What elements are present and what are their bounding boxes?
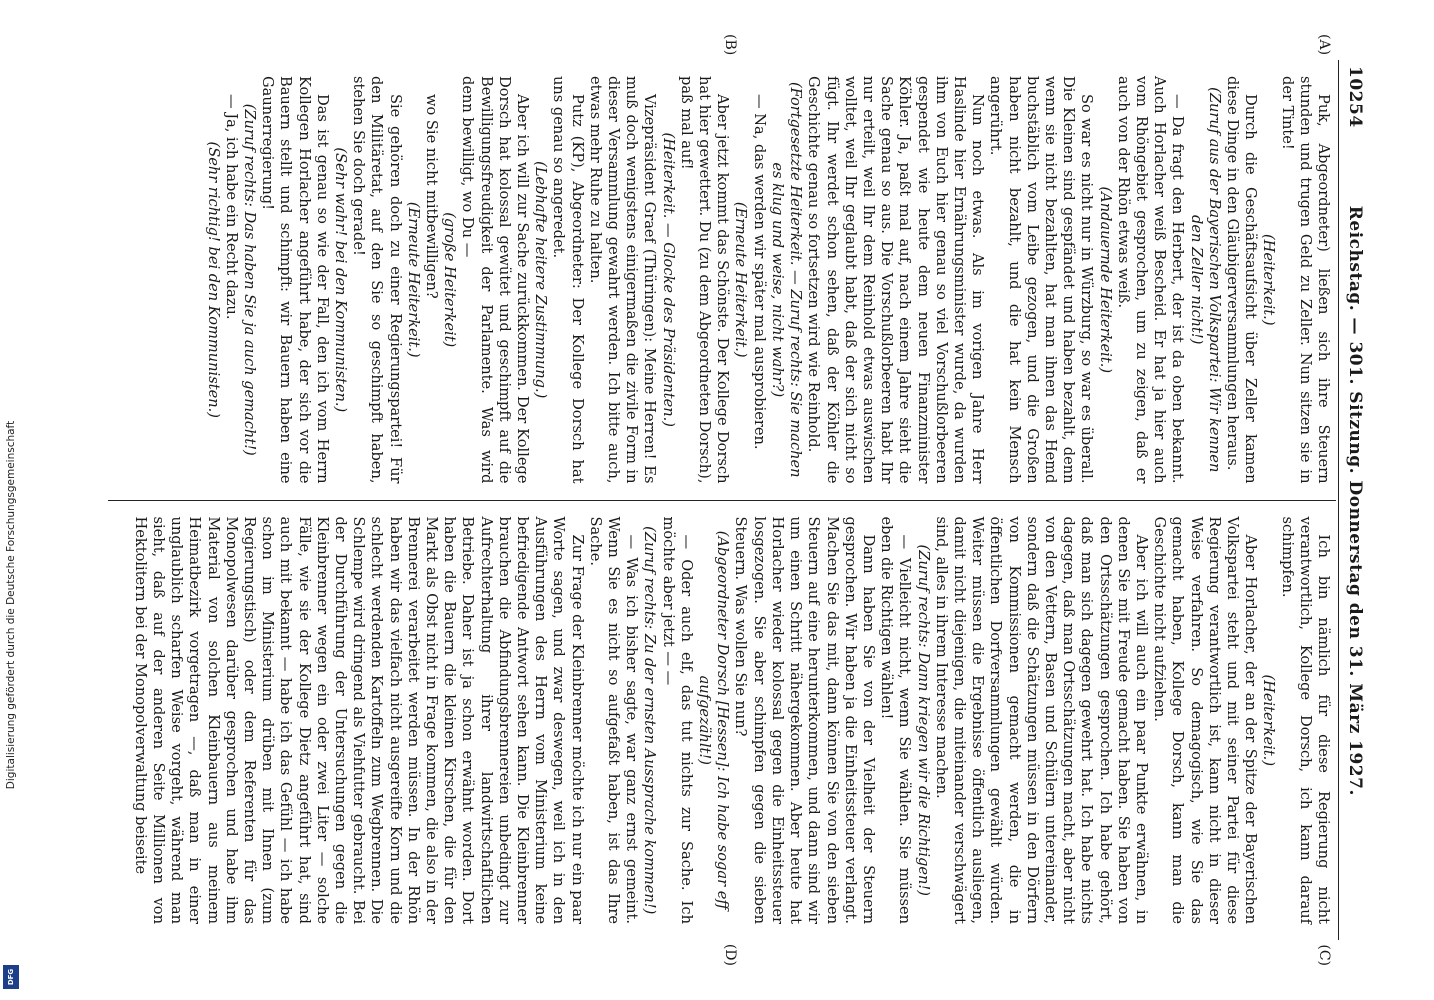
left-column-paragraph: (Zuruf rechts: Das haben Sie ja auch gemacht!) xyxy=(241,103,259,456)
right-column-paragraph: — Oder auch elf, das tut nichts zur Sache. Ich möchte aber jetzt — — xyxy=(659,516,695,924)
left-column-paragraph: Nun noch etwas. Als im vorigen Jahre Herr Haslinde hier Ernährungsminister wurde, da wurden ihm von Euch hier genau so viel Vorschußlorbeeren gespendet wie heute dem neuen Finanzminister Köhler. Ja, paßt mal auf, nach einem Jahre sieht die Sache genau so aus. Die Vorschußlorbeeren habt Ihr nur erteilt, weil Ihr dem Reinhold etwas auswischen wolltet, weil Ihr geglaubt habt, daß der sich nicht so fügt. Ihr werdet schon sehen, daß der Köhler die Geschichte genau so fortsetzen wird wie Reinhold. xyxy=(805,76,987,484)
left-column-paragraph: Putz (KP), Abgeordneter: Der Kollege Dorsch hat uns genau so angeredet. xyxy=(550,76,586,484)
right-column-paragraph: Aber Horlacher, der an der Spitze der Bayerischen Volkspartei steht und mit seiner Partei für diese Regierung verantwortlich ist, kann nicht in dieser Weise verfahren. So demagogisch, wie Sie das gemacht haben, Kollege Dorsch, kann man die Geschichte nicht aufziehen. xyxy=(1151,516,1260,924)
left-column-paragraph: (Erneute Heiterkeit.) xyxy=(732,201,750,358)
right-column-paragraph: (Zuruf rechts: Dann kriegen wir die Richtigen!) xyxy=(914,544,932,896)
left-column xyxy=(108,60,1338,500)
left-column-paragraph: (Heiterkeit. — Glocke des Präsidenten.) xyxy=(659,132,677,427)
left-column-paragraph: (Lebhafte heitere Zustimmung.) xyxy=(532,161,550,399)
left-column-paragraph: Puk, Abgeordneter) ließen sich ihre Steuern stunden und trugen Geld zu Zeller. Nun sitzen sie in der Tinte! xyxy=(1278,76,1332,484)
left-column-paragraph: Sie gehören doch zu einer Regierungspartei! Für den Militäretat, auf den Sie so geschimpft haben, stehen Sie doch gerade! xyxy=(350,76,404,484)
left-column-paragraph: — Da fragt den Herbert, der ist da oben bekannt. Auch Horlacher weiß Bescheid. Er hat ja hier auch vom Rhöngebiet gesprochen, um zu zeigen, daß er auch von der Rhön etwas weiß. xyxy=(1114,76,1187,484)
left-column-paragraph: Aber ich will zur Sache zurückkommen. Der Kollege Dorsch hat kolossal gewütet und geschimpft auf die Bewilligungsfreudigkeit der Parlamente. Was wird denn bewilligt, wo Du — xyxy=(459,76,532,484)
left-column-paragraph: wo Sie nicht mitbewilligen? xyxy=(423,94,441,299)
right-column-paragraph: (Heiterkeit.) xyxy=(1260,674,1278,767)
margin-marker-a: (A) xyxy=(1316,34,1332,56)
right-column xyxy=(108,501,1338,941)
left-column-paragraph: (Fortgesetzte Heiterkeit. — Zuruf rechts: Sie machen es klug und weise, nicht wahr?) xyxy=(768,81,805,478)
dfg-logo xyxy=(3,965,19,989)
left-column-paragraph: — Na, das werden wir später mal ausprobieren. xyxy=(750,94,768,450)
right-column-paragraph: Dann haben Sie von der Vielheit der Steuern gesprochen. Wir haben ja die Einheitssteuer verlangt. Machen Sie das mit, dann können Sie von den sieben Steuern auf eine herunterkommen, und dann sind wir um einen Schritt nähergekommen. Aber heute hat Horlacher wieder kolossal gegen die Einheitssteuer losgezogen. Sie aber schimpfen gegen die sieben Steuern. Was wollen Sie nun? xyxy=(732,516,877,924)
right-column-paragraph: Zur Frage der Kleinbrenner möchte ich nur ein paar Worte sagen, und zwar deswegen, weil ich in den Ausführungen des Herrn vom Ministerium keine befriedigende Antwort sehen kann. Die Kleinbrenner brauchen die Abfindungsbrennereien unbedingt zur Aufrechterhaltung ihrer landwirtschaftlichen Betriebe. Daher ist ja schon erwähnt worden. Dort haben die Bauern die kleinen Kirschen, die für den Markt als Obst nicht in Frage kommen, die also in der Brennerei verarbeitet werden müssen. In der Rhön haben wir das vielfach nicht ausgereifte Korn und die schlecht werdenden Kartoffeln zum Wegbrennen. Die Schlempe wird dringend als Viehfutter gebraucht. Bei der Durchführung der Untersuchungen gegen die Kleinbrenner wegen ein oder zwei Liter — solche Fälle, wie sie der Kollege Dietz angeführt hat, sind auch mit bekannt — habe ich das Gefühl — ich habe schon im Ministerium drüben mit Ihnen (zum Regierungstisch) oder dem Referenten für das Monopolwesen darüber gesprochen und habe ihm Material von solchen Kleinbauern aus meinem Heimatbezirk vorgetragen —, daß man in einer unglaublich scharfen Weise vorgeht, während man sieht, daß auf der anderen Seite Millionen von Hektolitern bei der Monopolverwaltung beiseite xyxy=(131,516,586,924)
right-column-paragraph: (Zuruf rechts: Zu der ernsten Aussprache kommen!) xyxy=(641,526,659,915)
header-title: Reichstag. — 301. Sitzung. Donnerstag den 31. März 1927. xyxy=(1345,205,1365,796)
right-column-paragraph: (Abgeordneter Dorsch [Hessen]: Ich habe sogar eff aufgezählt!) xyxy=(696,530,732,910)
digitization-credit: Digitalisierung gefördert durch die Deutsche Forschungsgemeinschaft xyxy=(5,420,17,790)
margin-marker-c: (C) xyxy=(1316,944,1332,966)
left-column-paragraph: (Sehr richtig! bei den Kommunisten.) xyxy=(204,141,222,418)
left-column-paragraph: (Sehr wahr! bei den Kommunisten.) xyxy=(332,147,350,413)
margin-marker-d: (D) xyxy=(722,943,738,966)
page-number: 10254 xyxy=(1345,66,1365,128)
right-column-paragraph: — Vielleicht nicht, wenn Sie wählen. Sie müssen eben die Richtigen wählen! xyxy=(878,516,914,924)
text-columns xyxy=(108,34,1338,966)
left-column-paragraph: Vizepräsident Graef (Thüringen): Meine Herren! Es muß doch wenigstens einigermaßen die zivile Form in dieser Versammlung gewahrt werden. Ich bitte auch, etwas mehr Ruhe zu halten. xyxy=(586,76,659,484)
sidebar xyxy=(0,0,22,1000)
page-header xyxy=(1338,60,1369,940)
left-column-paragraph: Das ist genau so wie der Fall, den ich vom Herrn Kollegen Horlacher angeführt habe, der sich vor die Bauern stellt und schimpft: wir Bauern haben eine Gaunerregierung! xyxy=(259,76,331,484)
margin-marker-b: (B) xyxy=(722,34,738,56)
left-column-paragraph: (Heiterkeit.) xyxy=(1260,233,1278,326)
left-column-paragraph: (Erneute Heiterkeit.) xyxy=(404,201,422,358)
left-column-paragraph: (Andauernde Heiterkeit.) xyxy=(1096,186,1114,374)
left-column-paragraph: (große Heiterkeit) xyxy=(441,212,459,348)
dfg-logo-text: DFG xyxy=(7,968,15,986)
right-column-paragraph: — Was ich bisher sagte, war ganz ernst gemeint. Wenn Sie es nicht so aufgefaßt haben, ist das Ihre Sache. xyxy=(586,516,641,924)
right-column-paragraph: Ich bin nämlich für diese Regierung nicht verantwortlich, Kollege Dorsch, ich kann darauf schimpfen. xyxy=(1278,516,1332,924)
left-column-paragraph: — Ja, ich habe ein Recht dazu. xyxy=(222,94,240,320)
left-column-paragraph: (Zuruf aus der Bayerischen Volkspartei: Wir kennen den Zeller nicht!) xyxy=(1187,87,1223,473)
left-column-paragraph: Aber jetzt kommt das Schönste. Der Kollege Dorsch hat hier gewettert. Du (zu dem Abgeordneten Dorsch), paß mal auf! xyxy=(677,76,732,484)
document-page xyxy=(45,30,1375,970)
left-column-paragraph: Durch die Geschäftsaufsicht über Zeller kamen diese Dinge in den Gläubigerversammlungen heraus. xyxy=(1223,76,1260,484)
left-column-paragraph: So war es nicht nur in Würzburg, so war es überall. Die Kleinen sind gespfändet und haben bezahlt, denn wenn sie nicht bezahlten, hat man ihnen das Hemd buchstäblich vom Leibe gezogen, und die Großen haben nicht bezahlt, und die hat kein Mensch angerührt. xyxy=(987,76,1096,484)
right-column-paragraph: Aber ich will auch ein paar Punkte erwähnen, in denen Sie mit Freude gemacht haben. Sie haben von den Ortsschätzungen gesprochen. Ich habe gehört, daß man sich dagegen gewehrt hat. Ich habe nichts dagegen, daß man Ortsschätzungen macht, aber nicht von den Vettern, Basen und Schülern untereinander, sondern daß die Schätzungen müssen in den Dörfern von Kommissionen gemacht werden, die in öffentlichen Dorfversammlungen gewählt würden. Weiter müssen die Ergebnisse öffentlich ausliegen, damit nicht diejenigen, die miteinander verschwägert sind, alles in ihrem Interesse machen. xyxy=(932,516,1150,924)
